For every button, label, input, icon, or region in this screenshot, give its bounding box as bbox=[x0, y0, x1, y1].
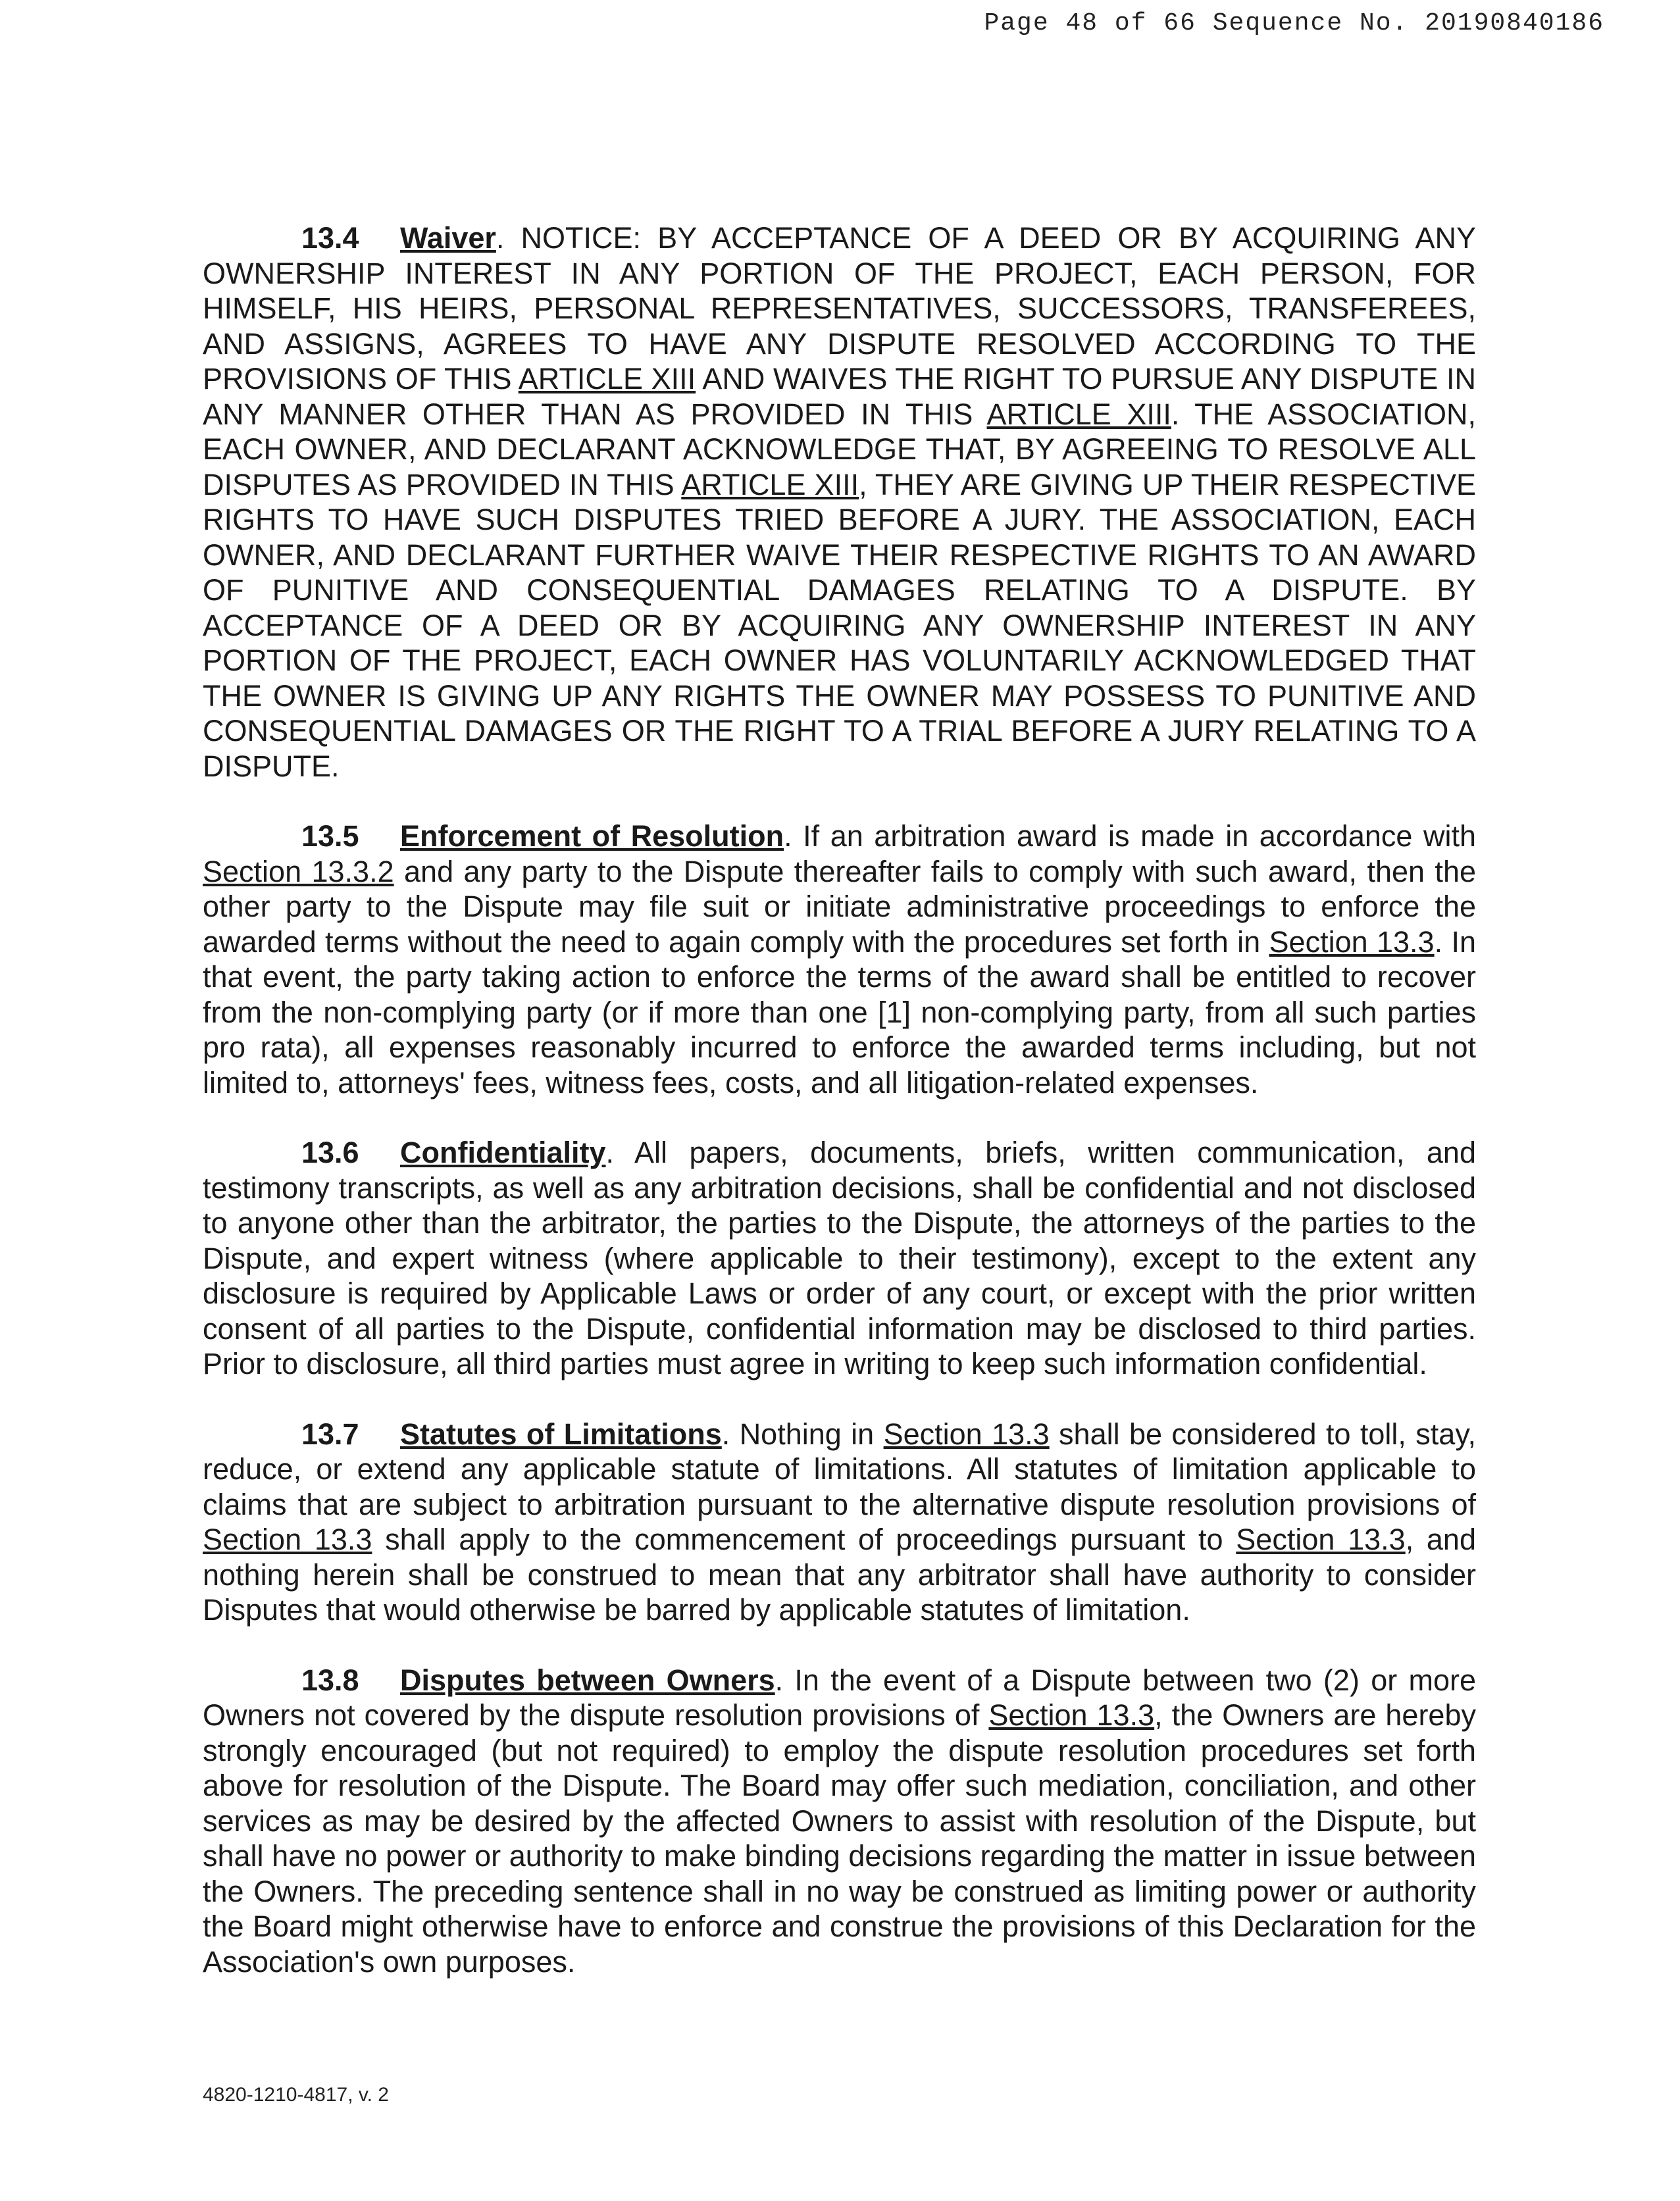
section-text: , the Owners are hereby strongly encouraged (but not required) to employ the dispute resolution procedures set forth above for resolution of the Dispute. The Board may offer such mediation, conciliation, and other services as may be desired by the affected Owners to assist with resolution of the Dispute, but shall have no power or authority to make binding decisions regarding the matter in issue between the Owners. The preceding sentence shall in no way be construed as limiting power or authority the Board might otherwise have to enforce and construe the provisions of this Declaration for the Association's own purposes. bbox=[203, 1698, 1476, 1979]
document-body bbox=[203, 220, 1476, 2014]
cross-reference: Section 13.3.2 bbox=[203, 854, 394, 888]
section-13-5: 13.5 Enforcement of Resolution. If an arbitration award is made in accordance with Section 13.3.2 and any party to the Dispute thereafter fails to comply with such award, then the other party to the Dispute may file suit or initiate administrative proceedings to enforce the awarded terms without the need to again comply with the procedures set forth in Section 13.3. In that event, the party taking action to enforce the terms of the award shall be entitled to recover from the non-complying party (or if more than one [1] non-complying party, from all such parties pro rata), all expenses reasonably incurred to enforce the awarded terms including, but not limited to, attorneys' fees, witness fees, costs, and all litigation-related expenses. bbox=[203, 819, 1476, 1100]
section-title: Waiver bbox=[400, 221, 496, 255]
page-sequence-header: Page 48 of 66 Sequence No. 20190840186 bbox=[984, 9, 1604, 38]
section-text: AND WAIVES THE RIGHT TO PURSUE ANY DISPUTE IN ANY MANNER OTHER THAN AS PROVIDED IN THIS bbox=[203, 362, 1476, 431]
section-13-7: 13.7 Statutes of Limitations. Nothing in Section 13.3 shall be considered to toll, stay, reduce, or extend any applicable statute of limitations. All statutes of limitation applicable to claims that are subject to arbitration pursuant to the alternative dispute resolution provisions of Section 13.3 shall apply to the commencement of proceedings pursuant to Section 13.3, and nothing herein shall be construed to mean that any arbitrator shall have authority to consider Disputes that would otherwise be barred by applicable statutes of limitation. bbox=[203, 1417, 1476, 1627]
cross-reference: Section 13.3 bbox=[883, 1417, 1050, 1451]
section-number: 13.4 bbox=[301, 221, 359, 255]
section-text: and any party to the Dispute thereafter fails to comply with such award, then the other party to the Dispute may file suit or initiate administrative proceedings to enforce the awarded terms without the need to again comply with the procedures set forth in bbox=[203, 854, 1476, 959]
section-title: Disputes between Owners bbox=[400, 1663, 775, 1697]
cross-reference: ARTICLE XIII bbox=[986, 397, 1171, 431]
cross-reference: ARTICLE XIII bbox=[681, 467, 859, 501]
section-text: Nothing in bbox=[739, 1417, 884, 1451]
section-text: , and nothing herein shall be construed to mean that any arbitrator shall have authority to consider Disputes that would otherwise be barred by applicable statutes of limitation. bbox=[203, 1523, 1476, 1627]
section-13-6: 13.6 Confidentiality. All papers, documents, briefs, written communication, and testimony transcripts, as well as any arbitration decisions, shall be confidential and not disclosed to anyone other than the arbitrator, the parties to the Dispute, the attorneys of the parties to the Dispute, and expert witness (where applicable to their testimony), except to the extent any disclosure is required by Applicable Laws or order of any court, or except with the prior written consent of all parties to the Dispute, confidential information may be disclosed to third parties. Prior to disclosure, all third parties must agree in writing to keep such information confidential. bbox=[203, 1136, 1476, 1380]
section-text: shall apply to the commencement of proceedings pursuant to bbox=[372, 1523, 1236, 1556]
section-text: NOTICE: BY ACCEPTANCE OF A DEED OR BY ACQUIRING ANY OWNERSHIP INTEREST IN ANY PORTION OF THE PROJECT, EACH PERSON, FOR HIMSELF, HIS HEIRS, PERSONAL REPRESENTATIVES, SUCCESSORS, TRANSFEREES, AND ASSIGNS, AGREES TO HAVE ANY DISPUTE RESOLVED ACCORDING TO THE PROVISIONS OF THIS bbox=[203, 221, 1476, 395]
section-13-8: 13.8 Disputes between Owners. In the event of a Dispute between two (2) or more Owners not covered by the dispute resolution provisions of Section 13.3, the Owners are hereby strongly encouraged (but not required) to employ the dispute resolution procedures set forth above for resolution of the Dispute. The Board may offer such mediation, conciliation, and other services as may be desired by the affected Owners to assist with resolution of the Dispute, but shall have no power or authority to make binding decisions regarding the matter in issue between the Owners. The preceding sentence shall in no way be construed as limiting power or authority the Board might otherwise have to enforce and construe the provisions of this Declaration for the Association's own purposes. bbox=[203, 1663, 1476, 1979]
section-title: Statutes of Limitations bbox=[400, 1417, 722, 1451]
document-id-footer: 4820-1210-4817, v. 2 bbox=[203, 2084, 389, 2106]
section-title: Confidentiality bbox=[400, 1136, 606, 1169]
section-text: In the event of a Dispute between two (2) or more Owners not covered by the dispute resolution provisions of bbox=[203, 1663, 1476, 1732]
section-number: 13.5 bbox=[301, 819, 359, 853]
section-text: If an arbitration award is made in accordance with bbox=[803, 819, 1476, 853]
section-title: Enforcement of Resolution bbox=[400, 819, 784, 853]
cross-reference: Section 13.3 bbox=[1236, 1523, 1406, 1556]
section-text: , THEY ARE GIVING UP THEIR RESPECTIVE RIGHTS TO HAVE SUCH DISPUTES TRIED BEFORE A JURY. THE ASSOCIATION, EACH OWNER, AND DECLARANT FURTHER WAIVE THEIR RESPECTIVE RIGHTS TO AN AWARD OF PUNITIVE AND CONSEQUENTIAL DAMAGES RELATING TO A DISPUTE. BY ACCEPTANCE OF A DEED OR BY ACQUIRING ANY OWNERSHIP INTEREST IN ANY PORTION OF THE PROJECT, EACH OWNER HAS VOLUNTARILY ACKNOWLEDGED THAT THE OWNER IS GIVING UP ANY RIGHTS THE OWNER MAY POSSESS TO PUNITIVE AND CONSEQUENTIAL DAMAGES OR THE RIGHT TO A TRIAL BEFORE A JURY RELATING TO A DISPUTE. bbox=[203, 467, 1476, 783]
cross-reference: ARTICLE XIII bbox=[518, 362, 696, 395]
section-text: . THE ASSOCIATION, EACH OWNER, AND DECLARANT ACKNOWLEDGE THAT, BY AGREEING TO RESOLVE ALL DISPUTES AS PROVIDED IN THIS bbox=[203, 397, 1476, 501]
section-13-4: 13.4 Waiver. NOTICE: BY ACCEPTANCE OF A DEED OR BY ACQUIRING ANY OWNERSHIP INTEREST IN ANY PORTION OF THE PROJECT, EACH PERSON, FOR HIMSELF, HIS HEIRS, PERSONAL REPRESENTATIVES, SUCCESSORS, TRANSFEREES, AND ASSIGNS, AGREES TO HAVE ANY DISPUTE RESOLVED ACCORDING TO THE PROVISIONS OF THIS ARTICLE XIII AND WAIVES THE RIGHT TO PURSUE ANY DISPUTE IN ANY MANNER OTHER THAN AS PROVIDED IN THIS ARTICLE XIII. THE ASSOCIATION, EACH OWNER, AND DECLARANT ACKNOWLEDGE THAT, BY AGREEING TO RESOLVE ALL DISPUTES AS PROVIDED IN THIS ARTICLE XIII, THEY ARE GIVING UP THEIR RESPECTIVE RIGHTS TO HAVE SUCH DISPUTES TRIED BEFORE A JURY. THE ASSOCIATION, EACH OWNER, AND DECLARANT FURTHER WAIVE THEIR RESPECTIVE RIGHTS TO AN AWARD OF PUNITIVE AND CONSEQUENTIAL DAMAGES RELATING TO A DISPUTE. BY ACCEPTANCE OF A DEED OR BY ACQUIRING ANY OWNERSHIP INTEREST IN ANY PORTION OF THE PROJECT, EACH OWNER HAS VOLUNTARILY ACKNOWLEDGED THAT THE OWNER IS GIVING UP ANY RIGHTS THE OWNER MAY POSSESS TO PUNITIVE AND CONSEQUENTIAL DAMAGES OR THE RIGHT TO A TRIAL BEFORE A JURY RELATING TO A DISPUTE. bbox=[203, 221, 1476, 783]
section-number: 13.7 bbox=[301, 1417, 359, 1451]
section-text: shall be considered to toll, stay, reduce, or extend any applicable statute of limitations. All statutes of limitation applicable to claims that are subject to arbitration pursuant to the alternative dispute resolution provisions of bbox=[203, 1417, 1476, 1521]
cross-reference: Section 13.3 bbox=[988, 1698, 1155, 1732]
section-text: All papers, documents, briefs, written communication, and testimony transcripts, as well as any arbitration decisions, shall be confidential and not disclosed to anyone other than the arbitrator, the parties to the Dispute, the attorneys of the parties to the Dispute, and expert witness (where applicable to their testimony), except to the extent any disclosure is required by Applicable Laws or order of any court, or except with the prior written consent of all parties to the Dispute, confidential information may be disclosed to third parties. Prior to disclosure, all third parties must agree in writing to keep such information confidential. bbox=[203, 1136, 1476, 1380]
cross-reference: Section 13.3 bbox=[1269, 924, 1435, 959]
section-number: 13.6 bbox=[301, 1136, 359, 1169]
section-number: 13.8 bbox=[301, 1663, 359, 1697]
cross-reference: Section 13.3 bbox=[203, 1523, 372, 1556]
section-text: . In that event, the party taking action to enforce the terms of the award shall be entitled to recover from the non-complying party (or if more than one [1] non-complying party, from all such parties pro rata), all expenses reasonably incurred to enforce the awarded terms including, but not limited to, attorneys' fees, witness fees, costs, and all litigation-related expenses. bbox=[203, 924, 1476, 1100]
